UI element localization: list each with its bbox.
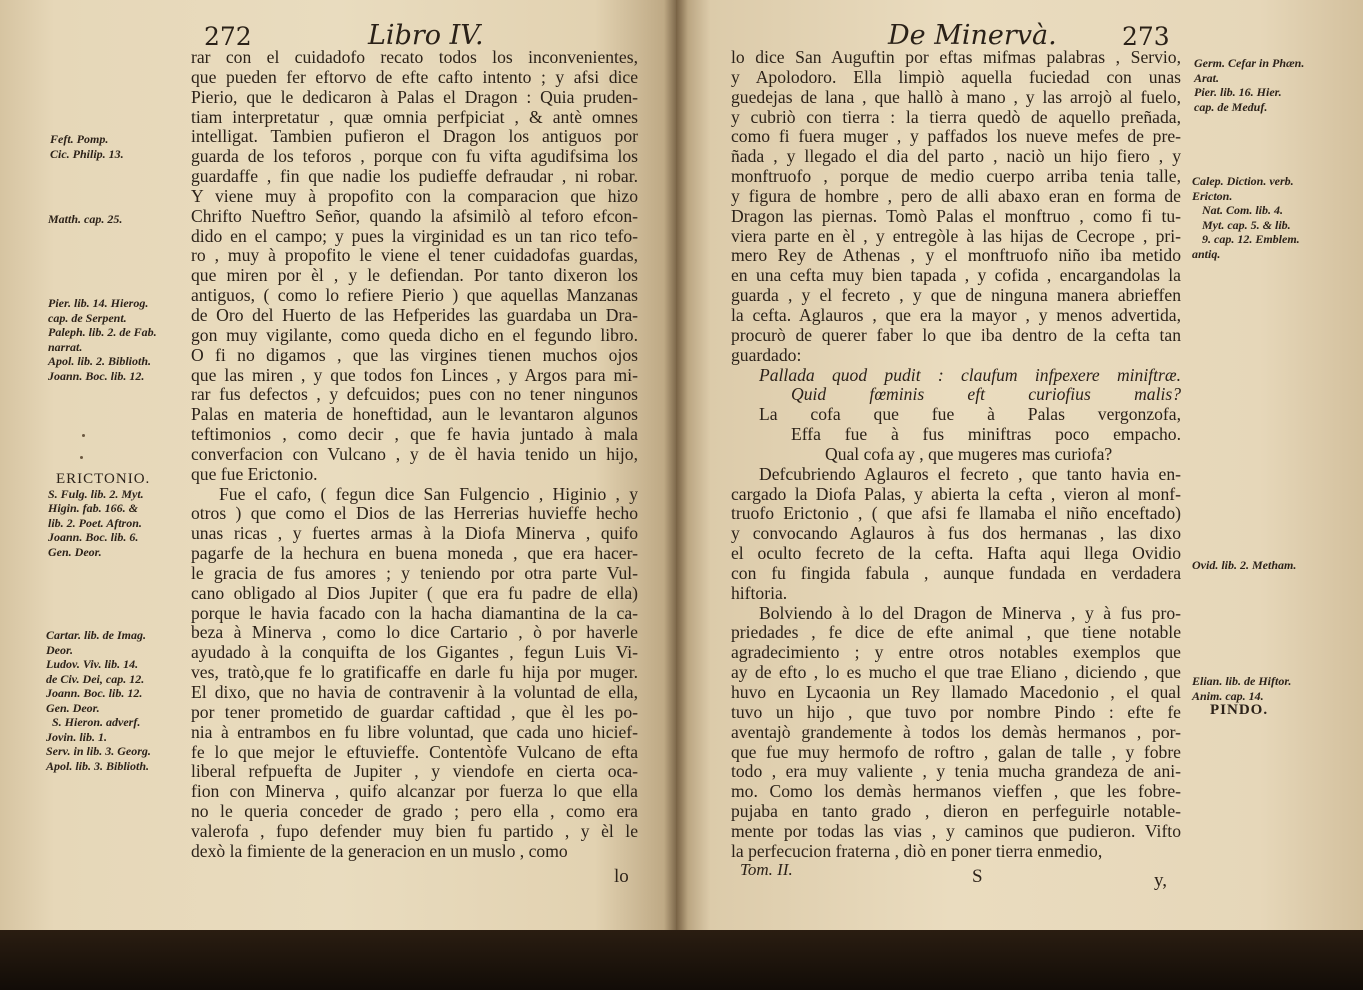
signature-letter: S <box>972 866 983 887</box>
text-line: Defcubriendo Aglauros el fecreto , que tanto havia en- <box>759 463 1181 484</box>
text-line: y convocando Aglauros à fus dos hermanas , las dixo <box>731 523 1181 544</box>
text-line: procurò de querer faber lo que iba dentro de la cefta tan <box>731 324 1181 345</box>
text-line: Dragon las piernas. Tomò Palas el monftruo , como fi tu- <box>731 205 1181 226</box>
text-line: Bolviendo à lo del Dragon de Minerva , y à fus pro- <box>759 602 1181 623</box>
text-line: viera parte en èl , y entregòle à las hijas de Cecrope , pri- <box>731 225 1181 246</box>
text-line: y figura de hombre , pero de alli abaxo eran en forma de <box>731 185 1181 206</box>
text-line: ayudado à la conquifta de los Gigantes , fegun Luis Vi- <box>191 642 638 663</box>
text-line: ñada , y llegado el dia del parto , naciò un hijo fiero , y <box>731 146 1181 167</box>
text-line: rar fus defectos , y defcuidos; pues con no tener ningunos <box>191 384 638 405</box>
right-marginal-note-1: Germ. Cefar in Phæn. Arat. Pier. lib. 16. Hier. cap. de Meduf. <box>1194 56 1305 114</box>
text-line: el oculto fecreto de la cefta. Hafta aqui llega Ovidio <box>731 543 1181 564</box>
text-line: teftimonios , como decir , que fe havia juntado à mala <box>191 424 638 445</box>
text-line: y cubriò con tierra : la tierra quedò de aquello preñada, <box>731 106 1181 127</box>
right-running-head: De Minervà. <box>888 20 1057 51</box>
text-line: que fue Erictonio. <box>191 463 318 484</box>
text-line: Pierio, que le dedicaron à Palas el Dragon : Quia pruden- <box>191 86 638 107</box>
text-line: Chrifto Nueftro Señor, quando la afsimilò al teforo efcon- <box>191 205 638 226</box>
left-marginal-note-2: Matth. cap. 25. <box>48 212 123 226</box>
left-body-text <box>191 48 638 862</box>
left-page <box>0 0 676 930</box>
text-line: Effa fue à fus miniftras poco empacho. <box>791 424 1181 445</box>
text-line: Y viene muy à propofito con la comparacion que hizo <box>191 185 638 206</box>
text-line: gon muy vigilante, como queda dicho en el fegundo libro. <box>191 324 638 345</box>
text-line: hiftoria. <box>731 582 788 603</box>
text-line: guarda , y el fecreto , y que de ninguna manera abrieffen <box>731 285 1181 306</box>
text-line: truofo Erictonio , ( que afsi fe llamaba el niño enceftado) <box>731 503 1181 524</box>
text-line: nia à entrambos en fu libre voluntad, que cada uno hicief- <box>191 721 638 742</box>
right-page <box>676 0 1363 930</box>
text-line: con fu fingida fabula , aunque fundada en verdadera <box>731 562 1181 583</box>
right-marginal-note-2: Calep. Diction. verb. Ericton. Nat. Com. lib. 4. Myt. cap. 5. & lib. 9. cap. 12. Emblem. antiq. <box>1192 174 1300 261</box>
text-line: porque le havia facado con la hacha diamantina de la ca- <box>191 602 638 623</box>
text-line: la perfecucion fraterna , diò en poner tierra enmedio, <box>731 840 1103 861</box>
left-marginal-note-4: ERICTONIO. S. Fulg. lib. 2. Myt. Higin. fab. 166. & lib. 2. Poet. Aftron. Joann. Boc. lib. 6. Gen. Deor. <box>48 471 151 559</box>
text-line: y Apolodoro. Ella limpiò aquella fuciedad con unas <box>731 66 1181 87</box>
text-line: Fue el cafo, ( fegun dice San Fulgencio , Higinio , y <box>219 483 638 504</box>
text-line: priedades , fe dice de efte animal , que tiene notable <box>731 622 1181 643</box>
marginal-heading-erictonio: ERICTONIO. <box>56 471 151 487</box>
left-marginal-note-1: Feft. Pomp. Cic. Philip. 13. <box>50 132 124 161</box>
text-line: guedejas de lana , que hallò à mano , y las arrojò al fuelo, <box>731 86 1181 107</box>
text-line: que miren por èl , y le defiendan. Por tanto dixeron los <box>191 265 638 286</box>
text-line: guarda de los teforos , porque con fu vifta agudifsima los <box>191 146 638 167</box>
table-surface <box>0 930 1363 990</box>
text-line: unas ricas , y fuertes armas à la Diofa Minerva , quifo <box>191 523 638 544</box>
text-line: La cofa que fue à Palas vergonzofa, <box>759 404 1181 425</box>
text-line: Pallada quod pudit : claufum infpexere miniftræ. <box>759 364 1181 385</box>
text-line: beza à Minerva , como lo dice Cartario , ò por haverle <box>191 622 638 643</box>
text-line: tuvo un hijo , que tuvo por nombre Pindo : efte fe <box>731 701 1181 722</box>
text-line: antiguos, ( como lo refiere Pierio ) que aquellas Manzanas <box>191 285 638 306</box>
left-marginal-note-3: Pier. lib. 14. Hierog. cap. de Serpent. Paleph. lib. 2. de Fab. narrat. Apol. lib. 2. Biblioth. Joann. Boc. lib. 12. <box>48 296 157 383</box>
text-line: Palas en materia de honeftidad, aun le levantaron algunos <box>191 404 638 425</box>
left-marginal-note-5: Cartar. lib. de Imag. Deor. Ludov. Viv. lib. 14. de Civ. Dei, cap. 12. Joann. Boc. lib. 12. Gen. Deor. S. Hieron. adverf. Jovin. lib. 1. Serv. in lib. 3. Georg. Apol. lib. 3. Biblioth. <box>46 628 151 773</box>
text-line: lo dice San Auguftin por eftas mifmas palabras , Servio, <box>731 47 1181 67</box>
text-line: pujaba en tanto grado , dieron en perfeguirle notable- <box>731 801 1181 822</box>
text-line: rar con el cuidadofo recato todos los inconvenientes, <box>191 47 638 67</box>
left-catchword: lo <box>614 866 629 887</box>
text-line: converfacion con Vulcano , y de èl havia tenido un hijo, <box>191 443 638 464</box>
text-line: la cefta. Aglauros , que era la mayor , y menos advertida, <box>731 304 1181 325</box>
text-line: dido en el campo; y pues la virginidad es un tan rico tefo- <box>191 225 638 246</box>
text-line: pagarfe de la hechura en buena moneda , que era hacer- <box>191 543 638 564</box>
text-line: huvo en Lycaonia un Rey llamado Macedonio , el qual <box>731 682 1181 702</box>
right-marginal-note-3: Ovid. lib. 2. Metham. <box>1192 558 1297 572</box>
left-running-head: Libro IV. <box>368 20 484 51</box>
book-gutter <box>664 0 688 930</box>
text-line: no le queria conceder de grado ; pero ella , como era <box>191 801 638 822</box>
text-line: O fi no digamos , que las virgines tienen muchos ojos <box>191 344 638 365</box>
marginal-heading-pindo: PINDO. <box>1210 702 1269 718</box>
text-line: que pueden fer eftorvo de efte cafto intento ; y afsi dice <box>191 66 638 87</box>
text-line: como fi fuera muger , y paffados los nueve mefes de pre- <box>731 126 1181 147</box>
right-body-text <box>731 48 1181 862</box>
text-line: Qual cofa ay , que mugeres mas curiofa? <box>825 443 1113 464</box>
text-line: mente por todas las vias , y caminos que pudieron. Vifto <box>731 820 1181 841</box>
text-line: El dixo, que no havia de contravenir à la voluntad de ella, <box>191 682 638 702</box>
text-line: guardaffe , fin que nadie los pudieffe defraudar , ni robar. <box>191 166 638 187</box>
text-line: le gracia de fus amores ; y teniendo por otra parte Vul- <box>191 562 638 583</box>
text-line: cargado la Diofa Palas, y abierta la cefta , vieron al monf- <box>731 483 1181 504</box>
right-catchword: y, <box>1154 870 1168 891</box>
text-line: tiam interpretatur , quæ omnia perfpiciat , & antè omnes <box>191 106 638 127</box>
left-page-number: 272 <box>204 22 252 51</box>
text-line: valerofa , fupo defender muy bien fu partido , y èl le <box>191 820 638 841</box>
text-line: aventajò grandemente à todos los demàs hermanos , por- <box>731 721 1181 742</box>
text-line: mero Rey de Athenas , y el monftruofo niño iba metido <box>731 245 1181 266</box>
text-line: agradecimiento ; y entre otros notables exemplos que <box>731 642 1181 663</box>
signature-mark: Tom. II. <box>740 860 793 879</box>
text-line: que fue muy hermofo de roftro , galan de talle , y fobre <box>731 741 1181 762</box>
text-line: cano obligado al Dios Jupiter ( que era fu padre de ella) <box>191 582 638 603</box>
text-line: otros ) que como el Dios de las Herrerias huvieffe hecho <box>191 503 638 524</box>
text-line: dexò la fimiente de la generacion en un muslo , como <box>191 840 568 861</box>
text-line: guardado: <box>731 344 802 365</box>
text-line: intelligat. Tambien pufieron el Dragon los antiguos por <box>191 126 638 147</box>
text-line: ves, tratò,que fe lo gratificaffe en darle fu hija por muger. <box>191 662 638 683</box>
paper-speck <box>82 434 85 437</box>
text-line: mo. Como los demàs hermanos vieffen , que les fobre- <box>731 781 1181 802</box>
paper-speck <box>80 456 83 459</box>
right-page-number: 273 <box>1122 22 1170 51</box>
text-line: ro , muy à propofito le viene el tener cuidadofas guardas, <box>191 245 638 266</box>
text-line: liberal refpuefta de Jupiter , y viendofe en cierta oca- <box>191 761 638 782</box>
text-line: en una cefta muy bien tapada , y cofida , encargandolas la <box>731 265 1181 286</box>
text-line: monftruofo , porque de medio cuerpo arriba tenia talle, <box>731 166 1181 187</box>
text-line: de Oro del Huerto de las Hefperides las guardaba un Dra- <box>191 304 638 325</box>
text-line: fion con Minerva , quifo alcanzar por fuerza lo que ella <box>191 781 638 802</box>
text-line: todo , era muy valiente , y tenia mucha grandeza de ani- <box>731 761 1181 782</box>
text-line: Quid fœminis eft curiofius malis? <box>791 384 1181 405</box>
text-line: fe lo que mejor le eftuvieffe. Contentòfe Vulcano de efta <box>191 741 638 762</box>
right-marginal-note-4: Elian. lib. de Hiftor. Anim. cap. 14. PINDO. <box>1192 674 1292 718</box>
text-line: ay de efto , lo es mucho el que trae Eliano , diciendo , que <box>731 662 1181 683</box>
text-line: que las miren , y que todos fon Linces , y Argos para mi- <box>191 364 638 385</box>
text-line: por tener prometido de guardar caftidad , que èl les po- <box>191 701 638 722</box>
